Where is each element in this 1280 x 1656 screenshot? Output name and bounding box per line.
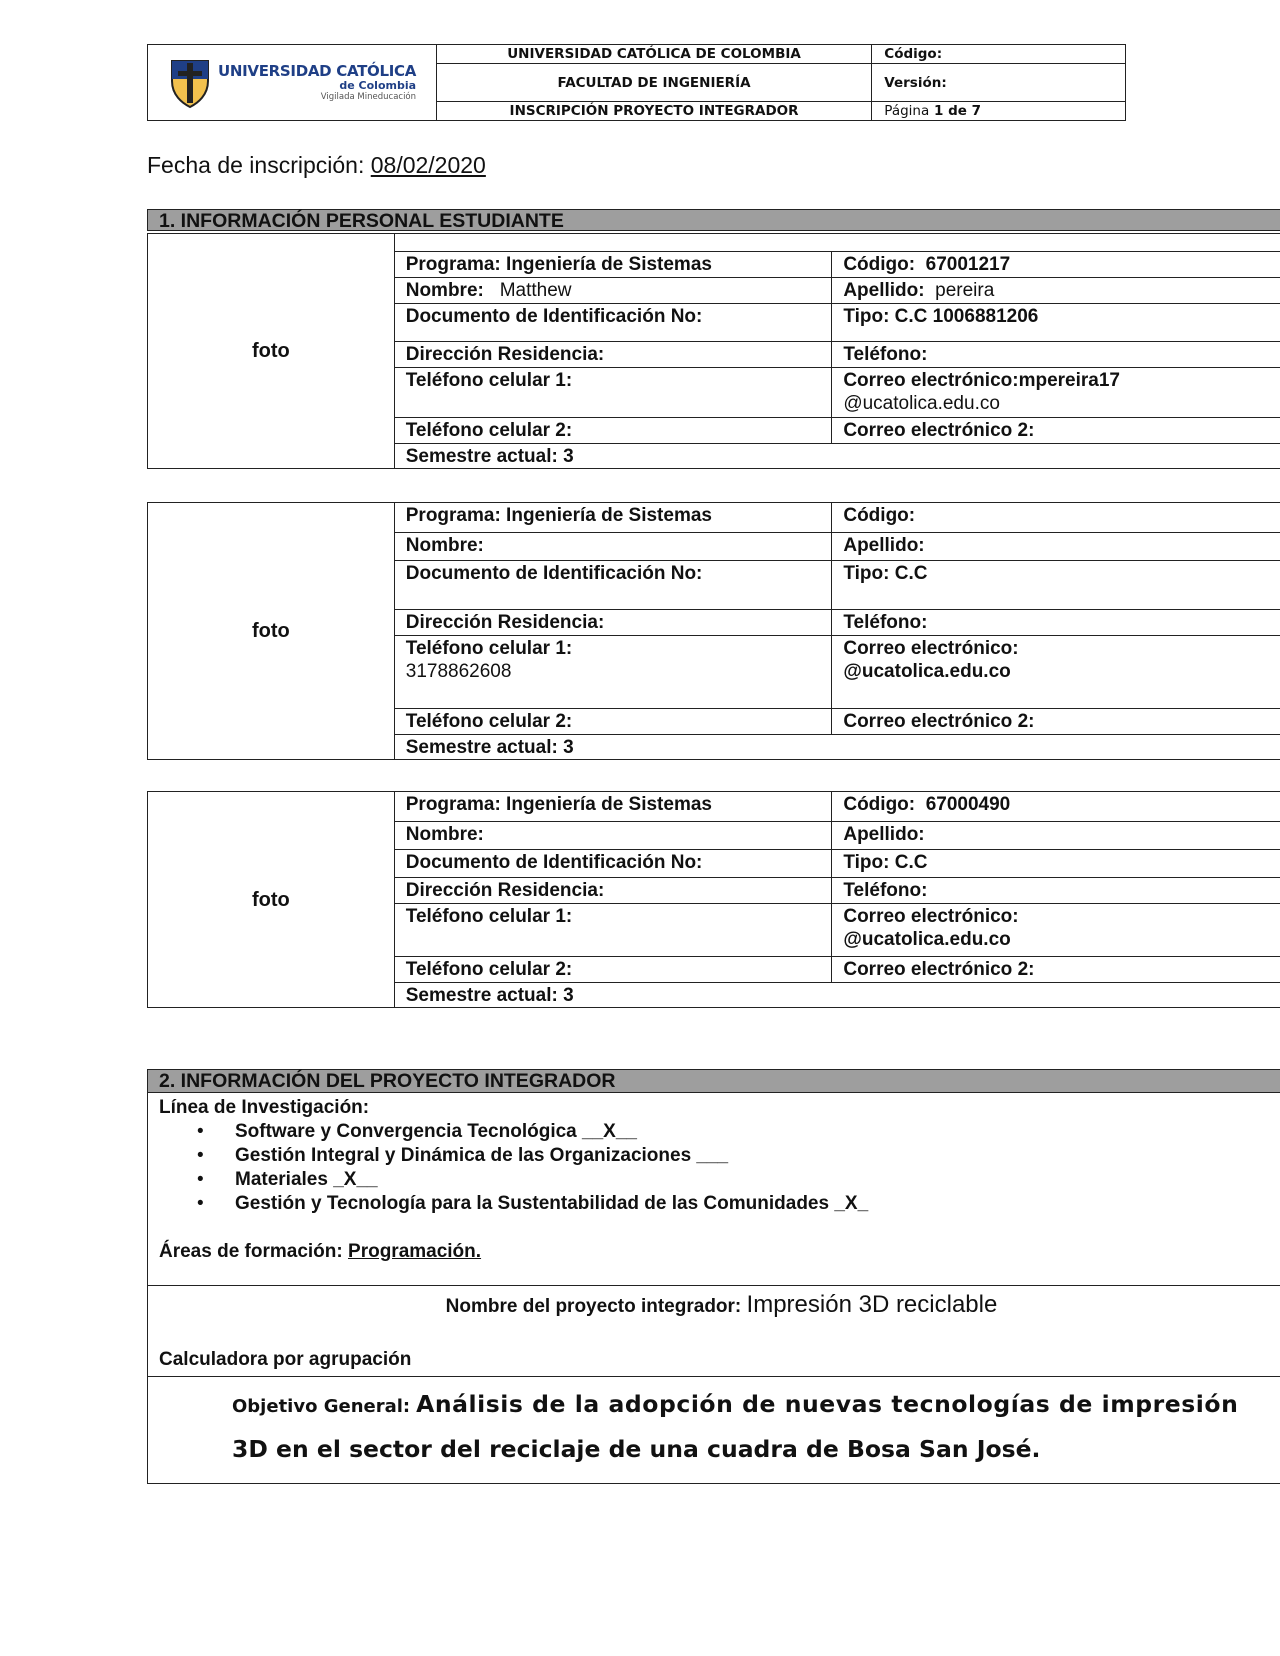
last-name-field: Apellido: [832,533,1280,561]
semester-field: Semestre actual: 3 [394,444,1280,469]
bullet-icon: • [197,1169,204,1190]
last-name-field: Apellido: pereira [832,278,1280,304]
calculator-note: Calculadora por agrupación [159,1349,412,1370]
photo-placeholder: foto [148,503,395,760]
logo-cell [148,45,437,121]
code-field: Código: 67000490 [832,792,1280,822]
bullet-icon: • [197,1193,204,1214]
phone-field: Teléfono: [832,342,1280,368]
id-type-field: Tipo: C.C [832,561,1280,610]
list-item: • Gestión Integral y Dinámica de las Organizaciones ___ [197,1145,729,1166]
page-of: de [948,103,967,119]
email-field: Correo electrónico: @ucatolica.edu.co [832,636,1280,709]
document-header [147,44,1126,121]
email2-field: Correo electrónico 2: [832,418,1280,444]
email2-field: Correo electrónico 2: [832,709,1280,735]
list-item: • Gestión y Tecnología para la Sustentabilidad de las Comunidades _X_ [197,1193,869,1214]
mobile2-field: Teléfono celular 2: [394,709,832,735]
objective-label: Objetivo General: [232,1396,411,1417]
university-crest-icon [168,57,212,109]
mobile1-value: 3178862608 [405,661,512,682]
email-value: @ucatolica.edu.co [843,929,1011,950]
form-title: INSCRIPCIÓN PROYECTO INTEGRADOR [436,102,871,121]
general-objective-box [147,1376,1280,1484]
mobile1-field: Teléfono celular 1: [394,368,832,418]
code-label: Código: [872,45,1126,64]
mobile2-field: Teléfono celular 2: [394,957,832,983]
program-field: Programa: Ingeniería de Sistemas [394,792,832,822]
registration-date [147,152,486,179]
page-indicator [872,102,1126,121]
bullet-icon: • [197,1145,204,1166]
research-lines-box [147,1092,1280,1286]
last-name-value: pereira [935,280,995,301]
address-field: Dirección Residencia: [394,610,832,636]
id-type-field: Tipo: C.C 1006881206 [832,304,1280,342]
email-value: @ucatolica.edu.co [843,661,1011,682]
last-name-field: Apellido: [832,822,1280,850]
list-item: • Software y Convergencia Tecnológica __X__ [197,1121,637,1142]
objective-line-2: 3D en el sector del reciclaje de una cuadra de Bosa San José. [232,1435,1041,1463]
page-total: 7 [971,103,981,119]
first-name-field: Nombre: [394,822,832,850]
mobile1-field: Teléfono celular 1: 3178862608 [394,636,832,709]
photo-placeholder: foto [148,792,395,1008]
date-label: Fecha de inscripción: [147,152,365,178]
first-name-field: Nombre: Matthew [394,278,832,304]
semester-field: Semestre actual: 3 [394,735,1280,760]
id-type-field: Tipo: C.C [832,850,1280,878]
logo-country: de Colombia [339,78,417,92]
student-table-3 [147,791,1280,1008]
project-name-value: Impresión 3D reciclable [746,1291,998,1318]
code-field: Código: 67001217 [832,252,1280,278]
institution-name: UNIVERSIDAD CATÓLICA DE COLOMBIA [436,45,871,64]
page-word: Página [884,103,930,119]
program-field: Programa: Ingeniería de Sistemas [394,503,832,533]
photo-placeholder: foto [148,234,395,469]
email-field: Correo electrónico: @ucatolica.edu.co [832,904,1280,957]
list-item: • Materiales _X__ [197,1169,378,1190]
id-document-field: Documento de Identificación No: [394,850,832,878]
research-line-label: Línea de Investigación: [159,1097,370,1118]
phone-field: Teléfono: [832,610,1280,636]
section1-title: 1. INFORMACIÓN PERSONAL ESTUDIANTE [147,209,1280,231]
email-field: Correo electrónico:mpereira17 @ucatolica.edu.co [832,368,1280,418]
student-table-1 [147,233,1280,469]
address-field: Dirección Residencia: [394,878,832,904]
first-name-value: Matthew [499,280,572,301]
program-field: Programa: Ingeniería de Sistemas [394,252,832,278]
project-name-box [147,1285,1280,1377]
mobile2-field: Teléfono celular 2: [394,418,832,444]
section2-title: 2. INFORMACIÓN DEL PROYECTO INTEGRADOR [147,1069,1280,1093]
areas-label: Áreas de formación: [159,1241,343,1262]
code-value: 67000490 [925,794,1011,815]
semester-field: Semestre actual: 3 [394,983,1280,1008]
address-field: Dirección Residencia: [394,342,832,368]
email-value: @ucatolica.edu.co [843,393,1000,414]
page-current: 1 [933,103,944,119]
areas-value: Programación. [348,1241,482,1262]
mobile1-field: Teléfono celular 1: [394,904,832,957]
version-label: Versión: [872,64,1126,102]
code-field: Código: [832,503,1280,533]
blank-row [394,234,1280,252]
date-value: 08/02/2020 [370,152,486,178]
faculty-name: FACULTAD DE INGENIERÍA [436,64,871,102]
code-value: 67001217 [925,254,1011,275]
project-name-label: Nombre del proyecto integrador: [445,1296,742,1317]
id-document-field: Documento de Identificación No: [394,561,832,610]
logo-tagline: Vigilada Mineducación [320,91,417,102]
objective-line-1: Análisis de la adopción de nuevas tecnologías de impresión [416,1390,1239,1418]
logo-university: UNIVERSIDAD CATÓLICA [218,61,417,80]
phone-field: Teléfono: [832,878,1280,904]
first-name-field: Nombre: [394,533,832,561]
id-document-field: Documento de Identificación No: [394,304,832,342]
project-name-line [148,1291,1280,1319]
training-areas [159,1240,1280,1264]
research-lines-list [197,1120,1280,1216]
student-table-2 [147,502,1280,760]
bullet-icon: • [197,1121,204,1142]
email2-field: Correo electrónico 2: [832,957,1280,983]
general-objective [232,1383,1280,1470]
